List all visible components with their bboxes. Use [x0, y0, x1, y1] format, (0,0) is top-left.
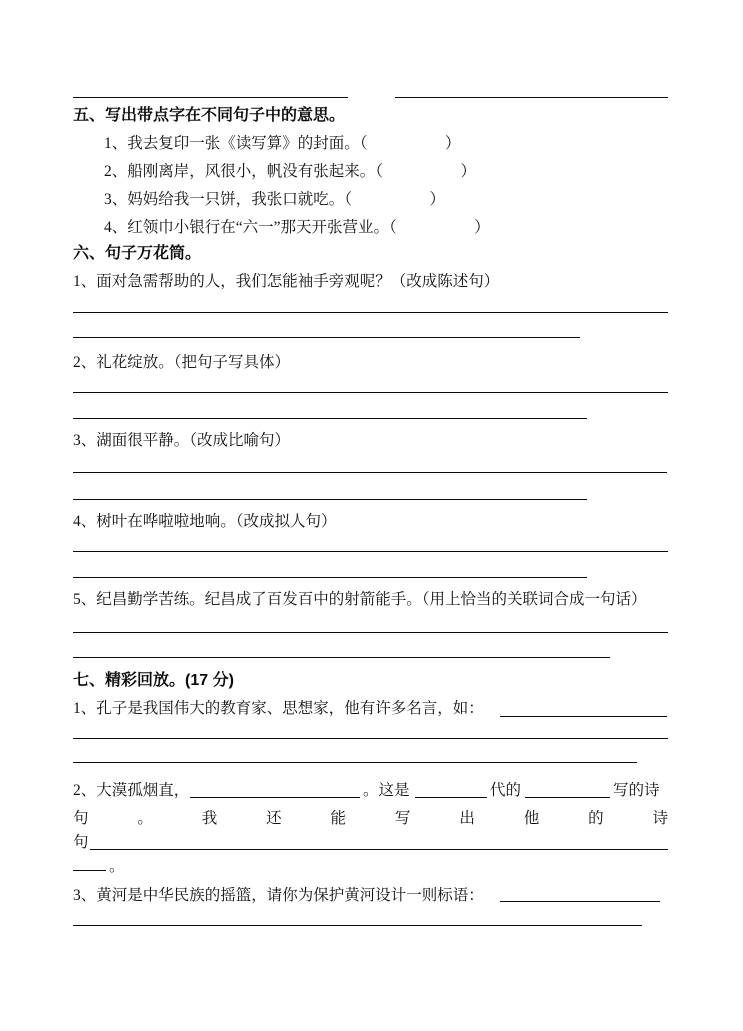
answer-line — [73, 97, 348, 98]
section-five-item: 1、我去复印一张《读写算》的封面。（ ） — [104, 135, 461, 152]
answer-line — [73, 632, 668, 633]
answer-blank — [500, 716, 667, 717]
answer-line — [73, 577, 587, 578]
answer-line — [73, 499, 587, 500]
answer-blank — [500, 901, 660, 902]
section-seven-q2-line2: 句 。 我 还 能 写 出 他 的 诗 — [73, 810, 668, 827]
answer-line — [73, 312, 668, 313]
section-seven-q2-part3: 代的 — [490, 782, 522, 799]
section-seven-q2-part1: 2、大漠孤烟直， — [73, 782, 190, 799]
answer-line — [73, 551, 668, 552]
section-seven-title: 七、精彩回放。(17 分) — [73, 672, 234, 689]
section-seven-q1: 1、孔子是我国伟大的教育家、思想家，他有许多名言，如： — [73, 700, 484, 717]
answer-line — [395, 97, 668, 98]
answer-line — [73, 762, 637, 763]
answer-blank — [190, 797, 360, 798]
section-seven-q3: 3、黄河是中华民族的摇篮，请你为保护黄河设计一则标语： — [73, 887, 484, 904]
answer-blank — [415, 797, 487, 798]
section-six-question: 4、树叶在哗啦啦地响。（改成拟人句） — [73, 513, 337, 530]
answer-line — [73, 392, 668, 393]
section-seven-q2-part4: 写的诗 — [613, 782, 660, 799]
answer-blank — [73, 870, 106, 871]
section-five-item: 2、船刚离岸，风很小，帆没有张起来。（ ） — [104, 163, 477, 180]
answer-line — [73, 925, 642, 926]
answer-line — [73, 657, 610, 658]
answer-line — [73, 418, 587, 419]
section-five-title: 五、写出带点字在不同句子中的意思。 — [73, 107, 346, 124]
section-seven-q2-part2: 。这是 — [363, 782, 410, 799]
answer-line — [73, 472, 667, 473]
answer-line — [73, 337, 580, 338]
section-five-item: 3、妈妈给我一只饼，我张口就吃。（ ） — [104, 191, 446, 208]
section-six-question: 5、纪昌勤学苦练。纪昌成了百发百中的射箭能手。（用上恰当的关联词合成一句话） — [73, 591, 647, 608]
section-six-question: 2、礼花绽放。（把句子写具体） — [73, 354, 291, 371]
answer-blank — [90, 849, 668, 850]
section-six-question: 1、面对急需帮助的人，我们怎能袖手旁观呢？（改成陈述句） — [73, 273, 500, 290]
section-six-question: 3、湖面很平静。（改成比喻句） — [73, 432, 291, 449]
section-five-item: 4、红领巾小银行在“六一”那天开张营业。（ ） — [104, 219, 490, 236]
section-seven-q2-line3-prefix: 句 — [73, 834, 89, 851]
answer-line — [73, 738, 668, 739]
section-six-title: 六、句子万花筒。 — [73, 245, 202, 262]
section-seven-q2-line4-suffix: 。 — [109, 858, 125, 875]
answer-blank — [525, 797, 610, 798]
